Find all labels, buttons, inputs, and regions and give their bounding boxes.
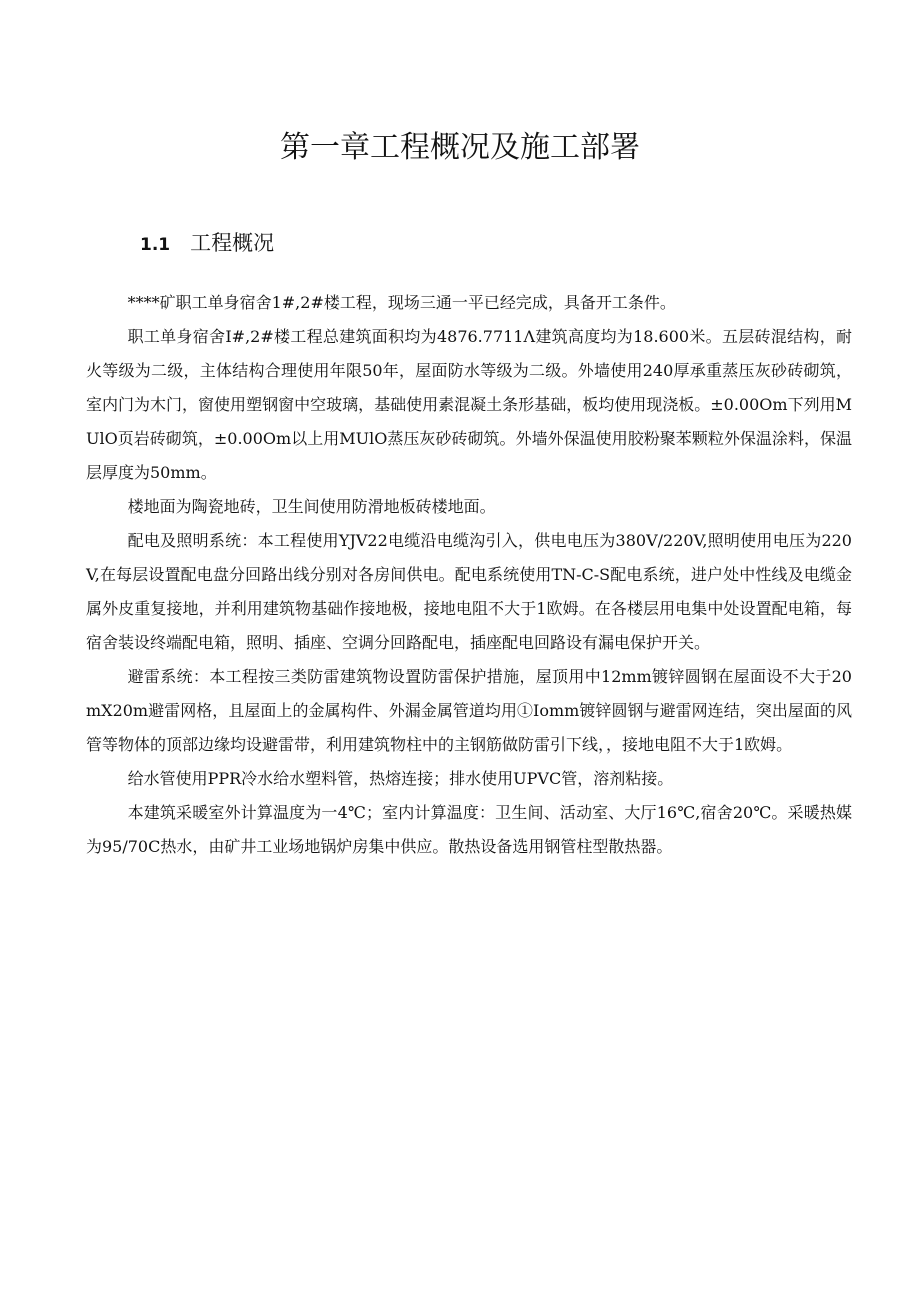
section-heading: [140, 228, 274, 260]
paragraph-water-supply: 给水管使用PPR冷水给水塑料管，热熔连接；排水使用UPVC管，溶剂粘接。: [127, 769, 674, 788]
paragraph-site-status: ****矿职工单身宿舍1#,2#楼工程，现场三通一平已经完成，具备开工条件。: [127, 293, 676, 312]
paragraph-power-lighting: 配电及照明系统：本工程使用YJV22电缆沿电缆沟引入，供电电压为380V/220V,照明使用电压为220V,在每层设置配电盘分回路出线分别对各房间供电。配电系统使用TN-C-S配电系统，进户处中性线及电缆金属外皮重复接地，并利用建筑物基础作接地极，接地电阻不大于1欧姆。在各楼层用电集中处设置配电箱，每宿舍装设终端配电箱，照明、插座、空调分回路配电，插座配电回路设有漏电保护开关。: [86, 531, 852, 652]
paragraph-heating: 本建筑采暖室外计算温度为一4℃；室内计算温度：卫生间、活动室、大厅16℃,宿舍20℃。采暖热媒为95/70C热水，由矿井工业场地锅炉房集中供应。散热设备选用钢管柱型散热器。: [86, 803, 852, 856]
paragraph-lightning-protection: 避雷系统：本工程按三类防雷建筑物设置防雷保护措施，屋顶用中12mm镀锌圆钢在屋面设不大于20mX20m避雷网格，且屋面上的金属构件、外漏金属管道均用①Iomm镀锌圆钢与避雷网连结，突出屋面的风管等物体的顶部边缘均设避雷带，利用建筑物柱中的主钢筋做防雷引下线，，接地电阻不大于1欧姆。: [86, 667, 852, 754]
chapter-title: 第一章工程概况及施工部署: [280, 130, 640, 165]
section-number: 1.1: [140, 235, 171, 255]
paragraph-building-overview: 职工单身宿舍I#,2#楼工程总建筑面积均为4876.7711Λ建筑高度均为18.600米。五层砖混结构，耐火等级为二级，主体结构合理使用年限50年，屋面防水等级为二级。外墙使用240厚承重蒸压灰砂砖砌筑，室内门为木门，窗使用塑钢窗中空玻璃，基础使用素混凝土条形基础，板均使用现浇板。±0.00Om下列用MUlO页岩砖砌筑，±0.00Om以上用MUlO蒸压灰砂砖砌筑。外墙外保温使用胶粉聚苯颗粒外保温涂料，保温层厚度为50mm。: [86, 327, 852, 482]
body-text: [86, 286, 852, 864]
paragraph-flooring: 楼地面为陶瓷地砖，卫生间使用防滑地板砖楼地面。: [127, 497, 496, 516]
section-title: 工程概况: [190, 231, 275, 255]
